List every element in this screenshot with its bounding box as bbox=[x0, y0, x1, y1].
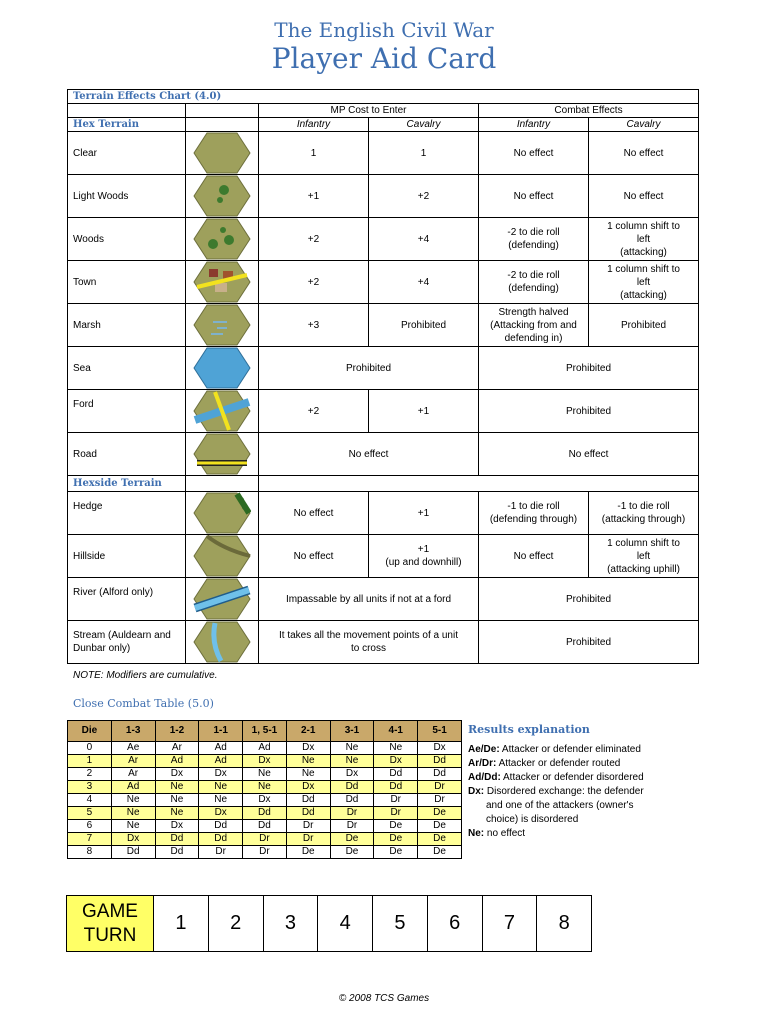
result-cell: Ne bbox=[286, 768, 330, 781]
result-cell: Dd bbox=[286, 794, 330, 807]
result-cell: Dx bbox=[286, 742, 330, 755]
die-roll-cell: 8 bbox=[68, 846, 112, 859]
result-cell: Ne bbox=[155, 807, 199, 820]
page-title: The English Civil War bbox=[274, 18, 494, 42]
header-cell: 3-1 bbox=[330, 721, 374, 742]
terrain-name: Light Woods bbox=[68, 175, 186, 218]
result-cell: Ar bbox=[155, 742, 199, 755]
header-cell: 5-1 bbox=[418, 721, 462, 742]
combat-cavalry: 1 column shift to left (attacking uphill) bbox=[589, 535, 699, 578]
result-cell: Ne bbox=[155, 794, 199, 807]
turn-box[interactable]: 8 bbox=[537, 896, 592, 952]
game-turn-track bbox=[66, 895, 592, 952]
combat-infantry: No effect bbox=[479, 535, 589, 578]
result-cell: De bbox=[374, 833, 418, 846]
result-cell: Ne bbox=[155, 781, 199, 794]
die-roll-cell: 7 bbox=[68, 833, 112, 846]
woods-hex-image bbox=[186, 218, 259, 261]
terrain-effects-chart bbox=[67, 89, 699, 664]
combat-cavalry: 1 column shift to left (attacking) bbox=[589, 218, 699, 261]
combat-cavalry: No effect bbox=[589, 132, 699, 175]
result-cell: Dd bbox=[374, 768, 418, 781]
result-cell: Ne bbox=[330, 742, 374, 755]
result-cell: Dr bbox=[243, 833, 287, 846]
terrain-chart-title: Terrain Effects Chart (4.0) bbox=[68, 90, 699, 104]
modifiers-note: NOTE: Modifiers are cumulative. bbox=[73, 670, 218, 681]
turn-box[interactable]: 3 bbox=[263, 896, 318, 952]
combat-table-body bbox=[68, 742, 462, 859]
empty-cell bbox=[186, 476, 259, 492]
die-roll-cell: 3 bbox=[68, 781, 112, 794]
result-cell: Ne bbox=[286, 755, 330, 768]
mp-cavalry-header: Cavalry bbox=[369, 118, 479, 132]
terrain-name: Hedge bbox=[68, 492, 186, 535]
combat-infantry: -1 to die roll (defending through) bbox=[479, 492, 589, 535]
stream-hex-image bbox=[186, 621, 259, 664]
result-cell: De bbox=[418, 846, 462, 859]
die-roll-cell: 0 bbox=[68, 742, 112, 755]
result-cell: De bbox=[374, 820, 418, 833]
road-hex-image bbox=[186, 433, 259, 476]
result-cell: Dx bbox=[330, 768, 374, 781]
result-cell: Dr bbox=[286, 833, 330, 846]
result-cell: Dx bbox=[155, 820, 199, 833]
result-line: and one of the attackers (owner's bbox=[486, 800, 634, 811]
mp-infantry: 1 bbox=[259, 132, 369, 175]
mp-cost: It takes all the movement points of a unit to cross bbox=[259, 621, 479, 664]
turn-box[interactable]: 6 bbox=[427, 896, 482, 952]
result-cell: De bbox=[418, 833, 462, 846]
turn-box[interactable]: 7 bbox=[482, 896, 537, 952]
result-line: choice) is disordered bbox=[486, 814, 579, 825]
result-cell: Dr bbox=[374, 807, 418, 820]
mp-infantry: +2 bbox=[259, 390, 369, 433]
terrain-name: Sea bbox=[68, 347, 186, 390]
die-roll-cell: 4 bbox=[68, 794, 112, 807]
header-cell: 2-1 bbox=[286, 721, 330, 742]
result-cell: Dr bbox=[330, 807, 374, 820]
result-cell: Dx bbox=[286, 781, 330, 794]
copyright: © 2008 TCS Games bbox=[338, 993, 430, 1004]
turn-box[interactable]: 5 bbox=[373, 896, 428, 952]
terrain-name: Clear bbox=[68, 132, 186, 175]
result-cell: Dd bbox=[330, 794, 374, 807]
mp-infantry: No effect bbox=[259, 535, 369, 578]
results-explanation bbox=[468, 743, 708, 841]
result-cell: Ad bbox=[199, 755, 243, 768]
mp-cost: Prohibited bbox=[259, 347, 479, 390]
result-cell: Ne bbox=[111, 794, 155, 807]
combat-row bbox=[68, 742, 462, 755]
result-cell: Dd bbox=[199, 820, 243, 833]
combat-row bbox=[68, 807, 462, 820]
page-subtitle: Player Aid Card bbox=[271, 42, 497, 75]
result-cell: Dx bbox=[199, 768, 243, 781]
header-cell: 1, 5-1 bbox=[243, 721, 287, 742]
result-line: Dx: Disordered exchange: the defender bbox=[468, 786, 644, 797]
combat-row bbox=[68, 794, 462, 807]
result-cell: Ad bbox=[111, 781, 155, 794]
hedge-hex-image bbox=[186, 492, 259, 535]
result-cell: Dx bbox=[155, 768, 199, 781]
hexside-terrain-section: Hexside Terrain bbox=[68, 476, 186, 492]
result-cell: Dd bbox=[155, 833, 199, 846]
mp-infantry: +3 bbox=[259, 304, 369, 347]
combat-effect: Prohibited bbox=[479, 621, 699, 664]
result-line: Ne: no effect bbox=[468, 828, 526, 839]
empty-cell bbox=[186, 104, 259, 118]
combat-effect: Prohibited bbox=[479, 347, 699, 390]
mp-infantry: +2 bbox=[259, 261, 369, 304]
result-cell: Ne bbox=[199, 781, 243, 794]
combat-row bbox=[68, 781, 462, 794]
result-line: Ae/De: Attacker or defender eliminated bbox=[468, 744, 641, 755]
result-cell: Dr bbox=[286, 820, 330, 833]
ce-cavalry-header: Cavalry bbox=[589, 118, 699, 132]
result-cell: De bbox=[418, 820, 462, 833]
result-cell: Ne bbox=[111, 807, 155, 820]
result-cell: Dd bbox=[243, 820, 287, 833]
result-cell: Dd bbox=[418, 768, 462, 781]
combat-effects-header: Combat Effects bbox=[479, 104, 699, 118]
result-cell: De bbox=[286, 846, 330, 859]
result-cell: Ar bbox=[111, 768, 155, 781]
result-cell: De bbox=[330, 833, 374, 846]
die-roll-cell: 6 bbox=[68, 820, 112, 833]
mp-cavalry: Prohibited bbox=[369, 304, 479, 347]
result-cell: Ad bbox=[155, 755, 199, 768]
header-cell: 1-1 bbox=[199, 721, 243, 742]
combat-row bbox=[68, 820, 462, 833]
result-cell: Dx bbox=[199, 807, 243, 820]
empty-cell bbox=[259, 476, 699, 492]
result-cell: Dd bbox=[155, 846, 199, 859]
combat-table-header-row bbox=[68, 721, 462, 742]
terrain-name: Marsh bbox=[68, 304, 186, 347]
result-cell: Ne bbox=[330, 755, 374, 768]
mp-cost: No effect bbox=[259, 433, 479, 476]
terrain-name: Town bbox=[68, 261, 186, 304]
result-cell: Dd bbox=[199, 833, 243, 846]
result-cell: Dr bbox=[330, 820, 374, 833]
result-cell: Ne bbox=[374, 742, 418, 755]
marsh-hex-image bbox=[186, 304, 259, 347]
result-cell: Dd bbox=[374, 781, 418, 794]
result-cell: Ar bbox=[111, 755, 155, 768]
result-cell: Dr bbox=[374, 794, 418, 807]
combat-effect: Prohibited bbox=[479, 390, 699, 433]
combat-infantry: No effect bbox=[479, 132, 589, 175]
result-cell: De bbox=[330, 846, 374, 859]
hex-terrain-section: Hex Terrain bbox=[68, 118, 186, 132]
terrain-name: Hillside bbox=[68, 535, 186, 578]
ford-hex-image bbox=[186, 390, 259, 433]
mp-cavalry: +4 bbox=[369, 218, 479, 261]
result-cell: Dr bbox=[418, 794, 462, 807]
combat-cavalry: -1 to die roll (attacking through) bbox=[589, 492, 699, 535]
combat-row bbox=[68, 755, 462, 768]
result-cell: Ne bbox=[243, 768, 287, 781]
die-roll-cell: 2 bbox=[68, 768, 112, 781]
mp-cavalry: +4 bbox=[369, 261, 479, 304]
mp-infantry: +2 bbox=[259, 218, 369, 261]
header-cell: 1-2 bbox=[155, 721, 199, 742]
result-cell: Ad bbox=[199, 742, 243, 755]
mp-infantry: No effect bbox=[259, 492, 369, 535]
result-line: Ar/Dr: Attacker or defender routed bbox=[468, 758, 621, 769]
river-hex-image bbox=[186, 578, 259, 621]
terrain-name: River (Alford only) bbox=[68, 578, 186, 621]
mp-cavalry: 1 bbox=[369, 132, 479, 175]
combat-cavalry: No effect bbox=[589, 175, 699, 218]
combat-row bbox=[68, 846, 462, 859]
empty-cell bbox=[68, 104, 186, 118]
turn-box[interactable]: 4 bbox=[318, 896, 373, 952]
result-cell: Dr bbox=[418, 781, 462, 794]
result-cell: Dx bbox=[418, 742, 462, 755]
close-combat-table bbox=[67, 720, 462, 859]
header-cell: 4-1 bbox=[374, 721, 418, 742]
terrain-name: Road bbox=[68, 433, 186, 476]
result-cell: Ne bbox=[111, 820, 155, 833]
result-cell: Dx bbox=[374, 755, 418, 768]
clear-hex-image bbox=[186, 132, 259, 175]
terrain-name: Ford bbox=[68, 390, 186, 433]
town-hex-image bbox=[186, 261, 259, 304]
result-cell: Dx bbox=[243, 755, 287, 768]
empty-cell bbox=[186, 118, 259, 132]
mp-cavalry: +1 bbox=[369, 492, 479, 535]
combat-infantry: -2 to die roll (defending) bbox=[479, 261, 589, 304]
mp-infantry: +1 bbox=[259, 175, 369, 218]
light-woods-hex-image bbox=[186, 175, 259, 218]
result-cell: Dx bbox=[111, 833, 155, 846]
close-combat-title: Close Combat Table (5.0) bbox=[73, 697, 214, 710]
result-cell: Dr bbox=[199, 846, 243, 859]
combat-cavalry: Prohibited bbox=[589, 304, 699, 347]
combat-cavalry: 1 column shift to left (attacking) bbox=[589, 261, 699, 304]
die-roll-cell: 5 bbox=[68, 807, 112, 820]
turn-box[interactable]: 2 bbox=[208, 896, 263, 952]
combat-effect: Prohibited bbox=[479, 578, 699, 621]
result-line: Ad/Dd: Attacker or defender disordered bbox=[468, 772, 644, 783]
mp-cavalry: +1 bbox=[369, 390, 479, 433]
mp-cost: Impassable by all units if not at a ford bbox=[259, 578, 479, 621]
turn-box[interactable]: 1 bbox=[154, 896, 209, 952]
sea-hex-image bbox=[186, 347, 259, 390]
result-cell: Ae bbox=[111, 742, 155, 755]
terrain-name: Stream (Auldearn and Dunbar only) bbox=[68, 621, 186, 664]
mp-cost-header: MP Cost to Enter bbox=[259, 104, 479, 118]
result-cell: Dd bbox=[330, 781, 374, 794]
result-cell: Dd bbox=[286, 807, 330, 820]
results-title: Results explanation bbox=[468, 723, 590, 736]
combat-infantry: No effect bbox=[479, 175, 589, 218]
mp-infantry-header: Infantry bbox=[259, 118, 369, 132]
die-roll-cell: 1 bbox=[68, 755, 112, 768]
header-cell: 1-3 bbox=[111, 721, 155, 742]
terrain-name: Woods bbox=[68, 218, 186, 261]
game-turn-label: GAME TURN bbox=[67, 896, 154, 952]
result-cell: De bbox=[374, 846, 418, 859]
result-cell: Ad bbox=[243, 742, 287, 755]
result-cell: Dd bbox=[111, 846, 155, 859]
result-cell: De bbox=[418, 807, 462, 820]
combat-infantry: Strength halved (Attacking from and defending in) bbox=[479, 304, 589, 347]
header-cell: Die bbox=[68, 721, 112, 742]
result-cell: Dd bbox=[243, 807, 287, 820]
result-cell: Dr bbox=[243, 846, 287, 859]
result-cell: Dx bbox=[243, 794, 287, 807]
combat-row bbox=[68, 833, 462, 846]
result-cell: Ne bbox=[199, 794, 243, 807]
result-cell: Dd bbox=[418, 755, 462, 768]
mp-cavalry: +2 bbox=[369, 175, 479, 218]
mp-cavalry: +1 (up and downhill) bbox=[369, 535, 479, 578]
combat-effect: No effect bbox=[479, 433, 699, 476]
hillside-hex-image bbox=[186, 535, 259, 578]
combat-row bbox=[68, 768, 462, 781]
result-cell: Ne bbox=[243, 781, 287, 794]
ce-infantry-header: Infantry bbox=[479, 118, 589, 132]
combat-infantry: -2 to die roll (defending) bbox=[479, 218, 589, 261]
